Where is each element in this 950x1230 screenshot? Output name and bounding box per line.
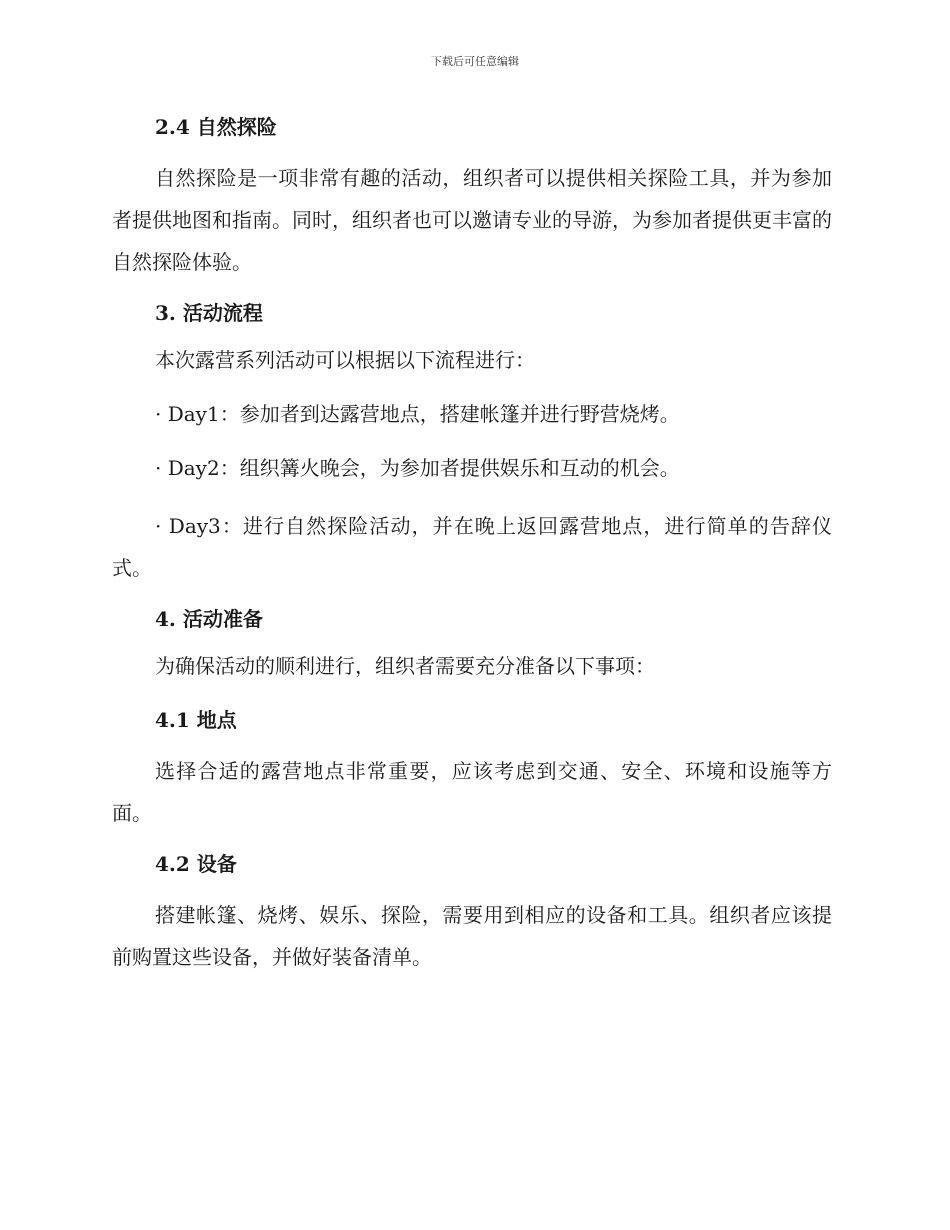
paragraph-location: 选择合适的露营地点非常重要，应该考虑到交通、安全、环境和设施等方面。 [112,759,832,825]
section-heading-4: 4. 活动准备 [155,607,263,631]
list-item-day2: · Day2：组织篝火晚会，为参加者提供娱乐和互动的机会。 [155,456,680,480]
paragraph-preparation-intro: 为确保活动的顺利进行，组织者需要充分准备以下事项： [155,654,655,678]
document-body [112,110,832,991]
paragraph-equipment: 搭建帐篷、烧烤、娱乐、探险，需要用到相应的设备和工具。组织者应该提前购置这些设备，并做好装备清单。 [112,903,832,969]
running-header: 下载后可任意编辑 [431,55,519,68]
list-item-day1: · Day1：参加者到达露营地点，搭建帐篷并进行野营烧烤。 [155,402,680,426]
section-heading-4-2: 4.2 设备 [155,852,237,876]
section-heading-3: 3. 活动流程 [155,301,263,325]
paragraph-process-intro: 本次露营系列活动可以根据以下流程进行： [155,348,535,372]
list-item-day3: · Day3：进行自然探险活动，并在晚上返回露营地点，进行简单的告辞仪式。 [112,514,832,580]
section-heading-4-1: 4.1 地点 [155,708,237,732]
paragraph-nature-exploration: 自然探险是一项非常有趣的活动，组织者可以提供相关探险工具，并为参加者提供地图和指南。同时，组织者也可以邀请专业的导游，为参加者提供更丰富的自然探险体验。 [112,166,832,274]
section-heading-2-4: 2.4 自然探险 [155,115,277,139]
